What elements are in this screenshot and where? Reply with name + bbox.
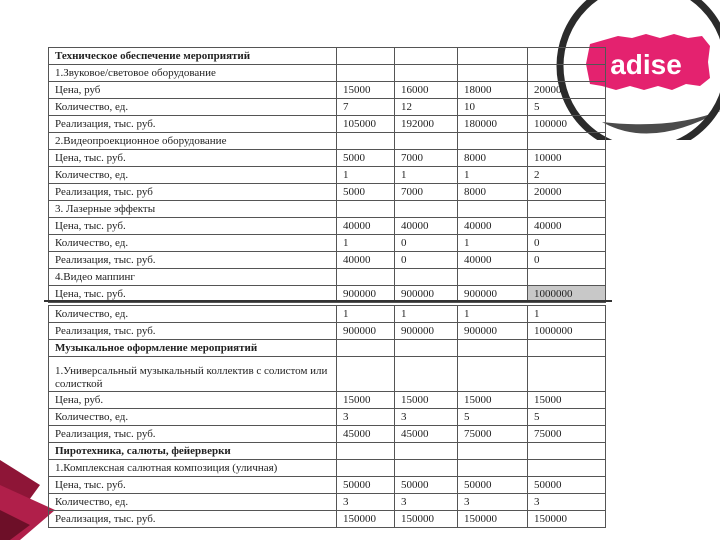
value-cell: 7000: [395, 150, 458, 167]
value-cell: 16000: [395, 82, 458, 99]
value-cell: [337, 443, 395, 460]
value-cell: [458, 443, 528, 460]
value-cell: 7000: [395, 184, 458, 201]
value-cell: [458, 269, 528, 286]
value-cell: [528, 133, 606, 150]
table-row: [49, 167, 606, 184]
value-cell: 3: [395, 409, 458, 426]
table-row: [49, 426, 606, 443]
value-cell: 50000: [528, 477, 606, 494]
value-cell: 3: [458, 494, 528, 511]
value-cell: [395, 460, 458, 477]
value-cell: [395, 48, 458, 65]
row-label: Техническое обеспечение мероприятий: [49, 48, 337, 65]
table-row: [49, 99, 606, 116]
table-row: [49, 392, 606, 409]
value-cell: 0: [528, 235, 606, 252]
table-row: [49, 82, 606, 99]
value-cell: 50000: [337, 477, 395, 494]
table-row: [49, 443, 606, 460]
row-label: Цена, тыс. руб.: [49, 150, 337, 167]
row-label: Количество, ед.: [49, 409, 337, 426]
value-cell: 1: [395, 306, 458, 323]
row-label: Количество, ед.: [49, 99, 337, 116]
value-cell: [337, 460, 395, 477]
value-cell: [395, 269, 458, 286]
value-cell: [528, 443, 606, 460]
value-cell: 7: [337, 99, 395, 116]
row-label: Цена, тыс. руб.: [49, 477, 337, 494]
table-row: [49, 460, 606, 477]
svg-text:adise: adise: [610, 49, 682, 80]
value-cell: 150000: [337, 511, 395, 528]
value-cell: [458, 65, 528, 82]
value-cell: [395, 443, 458, 460]
value-cell: [528, 357, 606, 392]
row-label: Количество, ед.: [49, 167, 337, 184]
value-cell: [337, 48, 395, 65]
value-cell: 3: [395, 494, 458, 511]
value-cell: 1: [337, 235, 395, 252]
value-cell: [528, 460, 606, 477]
value-cell: [528, 48, 606, 65]
table-row: [49, 323, 606, 340]
value-cell: 20000: [528, 82, 606, 99]
row-label: Реализация, тыс. руб.: [49, 511, 337, 528]
value-cell: [528, 340, 606, 357]
table-row: [49, 340, 606, 357]
value-cell: [337, 201, 395, 218]
value-cell: 20000: [528, 184, 606, 201]
value-cell: 40000: [528, 218, 606, 235]
value-cell: 150000: [528, 511, 606, 528]
value-cell: 3: [337, 494, 395, 511]
value-cell: 5: [528, 409, 606, 426]
value-cell: 900000: [458, 323, 528, 340]
table-row: [49, 235, 606, 252]
table-row: [49, 150, 606, 167]
value-cell: 50000: [458, 477, 528, 494]
value-cell: [528, 201, 606, 218]
value-cell: 15000: [337, 82, 395, 99]
value-cell: [528, 65, 606, 82]
row-label: Реализация, тыс. руб.: [49, 252, 337, 269]
table-row: [49, 48, 606, 65]
row-label: 3. Лазерные эффекты: [49, 201, 337, 218]
value-cell: [528, 269, 606, 286]
row-label: Реализация, тыс. руб.: [49, 116, 337, 133]
value-cell: 1: [337, 167, 395, 184]
value-cell: 40000: [395, 218, 458, 235]
row-label: Цена, тыс. руб.: [49, 286, 337, 303]
value-cell: 1: [458, 306, 528, 323]
table-bottom: [48, 305, 606, 528]
value-cell: 105000: [337, 116, 395, 133]
value-cell: 900000: [395, 286, 458, 303]
value-cell: 15000: [395, 392, 458, 409]
row-label: 1.Звуковое/световое оборудование: [49, 65, 337, 82]
value-cell: 75000: [528, 426, 606, 443]
value-cell: 3: [528, 494, 606, 511]
value-cell: 40000: [458, 218, 528, 235]
value-cell: 15000: [528, 392, 606, 409]
value-cell: 5: [458, 409, 528, 426]
value-cell: [458, 340, 528, 357]
value-cell: 45000: [395, 426, 458, 443]
value-cell: 8000: [458, 150, 528, 167]
table-top: [48, 47, 606, 303]
value-cell: 900000: [458, 286, 528, 303]
value-cell: 900000: [337, 286, 395, 303]
value-cell: [337, 357, 395, 392]
row-label: Количество, ед.: [49, 494, 337, 511]
value-cell: 18000: [458, 82, 528, 99]
value-cell: 5: [528, 99, 606, 116]
table-row: [49, 409, 606, 426]
table-row: [49, 133, 606, 150]
value-cell: [458, 133, 528, 150]
row-label: 2.Видеопроекционное оборудование: [49, 133, 337, 150]
value-cell: 5000: [337, 184, 395, 201]
value-cell: 50000: [395, 477, 458, 494]
row-label: Цена, руб.: [49, 392, 337, 409]
row-label: Музыкальное оформление мероприятий: [49, 340, 337, 357]
row-label: Цена, руб: [49, 82, 337, 99]
value-cell: 8000: [458, 184, 528, 201]
table-row: [49, 201, 606, 218]
row-label: 4.Видео маппинг: [49, 269, 337, 286]
value-cell: 3: [337, 409, 395, 426]
table-row: [49, 477, 606, 494]
row-label: Реализация, тыс. руб: [49, 184, 337, 201]
row-label: Пиротехника, салюты, фейерверки: [49, 443, 337, 460]
table-row: [49, 511, 606, 528]
table-row: [49, 252, 606, 269]
value-cell: [395, 201, 458, 218]
table-row: [49, 357, 606, 392]
value-cell: 100000: [528, 116, 606, 133]
value-cell: 1: [395, 167, 458, 184]
value-cell: [337, 133, 395, 150]
value-cell: 10: [458, 99, 528, 116]
table-row: [49, 306, 606, 323]
row-label: Реализация, тыс. руб.: [49, 323, 337, 340]
value-cell: [395, 340, 458, 357]
value-cell: 1: [528, 306, 606, 323]
table-row: [49, 184, 606, 201]
value-cell: 192000: [395, 116, 458, 133]
row-label: Количество, ед.: [49, 235, 337, 252]
row-label: 1.Универсальный музыкальный коллектив с солистом или солисткой: [49, 357, 337, 392]
value-cell: 15000: [458, 392, 528, 409]
value-cell: 0: [395, 252, 458, 269]
value-cell: 40000: [337, 252, 395, 269]
value-cell: 900000: [395, 323, 458, 340]
value-cell: [395, 357, 458, 392]
value-cell: 1000000: [528, 323, 606, 340]
value-cell: [337, 65, 395, 82]
value-cell: 10000: [528, 150, 606, 167]
table-row: [49, 65, 606, 82]
table-row: [49, 269, 606, 286]
table-divider: [44, 300, 612, 302]
table-row: [49, 116, 606, 133]
value-cell: 40000: [458, 252, 528, 269]
value-cell: [458, 357, 528, 392]
value-cell: 150000: [395, 511, 458, 528]
value-cell: 1: [458, 235, 528, 252]
value-cell: 1: [337, 306, 395, 323]
value-cell: 900000: [337, 323, 395, 340]
value-cell: 0: [528, 252, 606, 269]
value-cell: [337, 269, 395, 286]
value-cell: 45000: [337, 426, 395, 443]
value-cell: 1000000: [528, 286, 606, 303]
value-cell: [395, 65, 458, 82]
table-row: [49, 494, 606, 511]
row-label: 1.Комплексная салютная композиция (уличная): [49, 460, 337, 477]
row-label: Реализация, тыс. руб.: [49, 426, 337, 443]
value-cell: 2: [528, 167, 606, 184]
value-cell: [458, 48, 528, 65]
value-cell: 15000: [337, 392, 395, 409]
value-cell: [337, 340, 395, 357]
value-cell: 5000: [337, 150, 395, 167]
row-label: Цена, тыс. руб.: [49, 218, 337, 235]
value-cell: 0: [395, 235, 458, 252]
value-cell: [458, 201, 528, 218]
value-cell: 75000: [458, 426, 528, 443]
row-label: Количество, ед.: [49, 306, 337, 323]
value-cell: [395, 133, 458, 150]
value-cell: 180000: [458, 116, 528, 133]
value-cell: 150000: [458, 511, 528, 528]
value-cell: 12: [395, 99, 458, 116]
value-cell: 40000: [337, 218, 395, 235]
value-cell: 1: [458, 167, 528, 184]
table-row: [49, 218, 606, 235]
value-cell: [458, 460, 528, 477]
